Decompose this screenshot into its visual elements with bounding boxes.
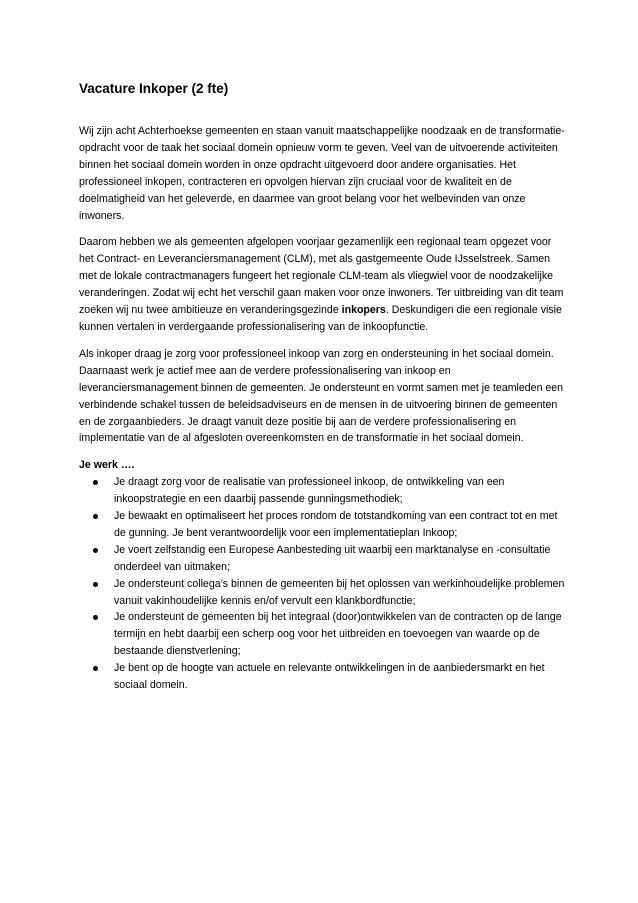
team-paragraph-text-2: . Deskundigen die een regionale visie kunnen vertalen in verdergaande professionalisering van de inkoopfunctie. (79, 304, 562, 333)
document-title: Vacature Inkoper (2 fte) (79, 81, 229, 96)
inkopers-emphasis: inkopers (341, 304, 386, 317)
bullet-icon (93, 666, 98, 671)
list-item-text: Je bent op de hoogte van actuele en relevante ontwikkelingen in de aanbiedersmarkt en het sociaal domein. (114, 662, 545, 692)
list-item-text: Je draagt zorg voor de realisatie van professioneel inkoop, de ontwikkeling van een inkoopstrategie en een daarbij passende gunningsmethodiek; (114, 476, 505, 506)
list-item (79, 508, 565, 542)
list-item (79, 474, 565, 508)
bullet-icon (93, 615, 98, 620)
team-paragraph-text-1: Daarom hebben we als gemeenten afgelopen voorjaar gezamenlijk een regionaal team opgezet voor het Contract- en Leveranciersmanagement (CLM), met als gastgemeente Oude IJsselstreek. Samen met de lokale contractmanagers fungeert het regionale CLM-team als vliegwiel voor de noodzakelijke veranderingen. Zodat wij echt het verschil gaan maken voor onze inwoners. Ter uitbreiding van dit team zoeken wij nu twee ambitieuze en veranderingsgezinde (79, 236, 564, 317)
werk-list (79, 474, 565, 694)
list-item-text: Je ondersteunt de gemeenten bij het integraal (door)ontwikkelen van de contracten op de lange termijn en hebt daarbij een scherp oog voor het uitbreiden en toevoegen van waarde op de bestaande dienstverlening; (114, 611, 562, 658)
list-item-text: Je voert zelfstandig een Europese Aanbesteding uit waarbij een marktanalyse en -consultatie onderdeel van uitmaken; (114, 543, 551, 573)
bullet-icon (93, 548, 98, 553)
list-item-text: Je ondersteunt collega’s binnen de gemeenten bij het oplossen van werkinhoudelijke problemen vanuit vakinhoudelijke kennis en/of vervult een klankbordfunctie; (114, 577, 565, 607)
intro-paragraph: Wij zijn acht Achterhoekse gemeenten en staan vanuit maatschappelijke noodzaak en de transformatie-opdracht voor de taak het sociaal domein opnieuw vorm te geven. Veel van de uitvoerende activiteiten binnen het sociaal domein worden in onze opdracht uitgevoerd door andere organisaties. Het professioneel inkopen, contracteren en opvolgen hiervan zijn cruciaal voor de kwaliteit en de doelmatigheid van het geleverde, en daarmee van groot belang voor het welbevinden van onze inwoners. (79, 125, 565, 222)
team-paragraph (79, 234, 565, 335)
list-item (79, 660, 565, 694)
list-item (79, 542, 565, 576)
bullet-icon (93, 514, 98, 519)
bullet-icon (93, 582, 98, 587)
list-item (79, 609, 565, 660)
list-item-text: Je bewaakt en optimaliseert het proces rondom de totstandkoming van een contract tot en met de gunning. Je bent verantwoordelijk voor een implementatieplan Inkoop; (114, 510, 558, 539)
werk-heading: Je werk …. (79, 459, 135, 472)
document-page (79, 80, 565, 694)
list-item (79, 576, 565, 610)
role-paragraph: Als inkoper draag je zorg voor professioneel inkoop van zorg en ondersteuning in het sociaal domein. Daarnaast werk je actief mee aan de verdere professionalisering van inkoop en leveranciersmanagement binnen de gemeenten. Je ondersteunt en vormt samen met je teamleden een verbindende schakel tussen de beleidsadviseurs en de mensen in de uitvoering binnen de gemeenten en de zorgaanbieders. Je draagt vanuit deze positie bij aan de verdere professionalisering en implementatie van de al afgesloten overeenkomsten en de transformatie in het sociaal domein. (79, 347, 564, 445)
bullet-icon (93, 480, 98, 485)
